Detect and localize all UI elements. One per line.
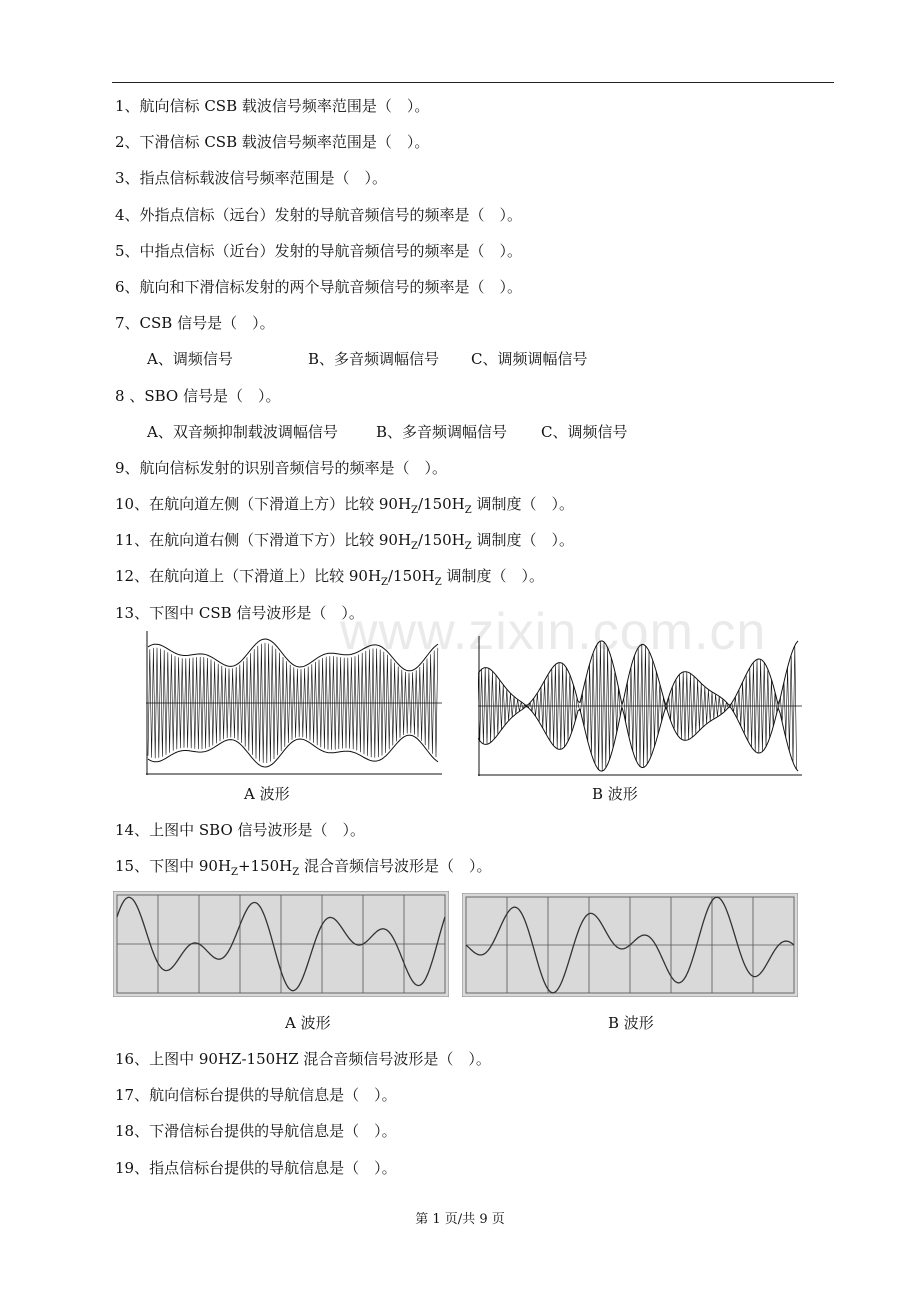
waveform-b-lines <box>478 636 802 776</box>
waveform-a-lines <box>146 631 442 775</box>
audio-b-lines <box>462 893 798 997</box>
question-8: 8 、SBO 信号是（ ）。 <box>115 387 281 405</box>
q7-option-b: B、多音频调幅信号 <box>308 350 440 368</box>
sbo-waveform-b <box>478 636 802 776</box>
q7-option-c: C、调频调幅信号 <box>471 350 588 368</box>
envelope-bottom <box>478 706 798 771</box>
question-9: 9、航向信标发射的识别音频信号的频率是（ ）。 <box>115 459 448 477</box>
csb-waveform-a <box>146 631 442 775</box>
question-11: 11、在航向道右侧（下滑道下方）比较 $90H_Z/150H_Z$ 调制度（ ）。 <box>115 531 574 552</box>
question-17: 17、航向信标台提供的导航信息是（ ）。 <box>115 1086 397 1104</box>
header-rule <box>112 82 834 83</box>
question-13: 13、下图中 CSB 信号波形是（ ）。 <box>115 604 364 622</box>
question-7: 7、CSB 信号是（ ）。 <box>115 314 275 332</box>
question-10: 10、在航向道左侧（下滑道上方）比较 $90H_Z/150H_Z$ 调制度（ ）。 <box>115 495 574 516</box>
question-18: 18、下滑信标台提供的导航信息是（ ）。 <box>115 1122 397 1140</box>
audio-waveform-a <box>113 891 449 997</box>
q8-option-b: B、多音频调幅信号 <box>376 423 508 441</box>
fig1-caption-b: B 波形 <box>592 785 638 803</box>
question-6: 6、航向和下滑信标发射的两个导航音频信号的频率是（ ）。 <box>115 278 523 296</box>
fig2-caption-a: A 波形 <box>285 1014 331 1032</box>
question-3: 3、指点信标载波信号频率范围是（ ）。 <box>115 169 388 187</box>
question-4: 4、外指点信标（远台）发射的导航音频信号的频率是（ ）。 <box>115 206 523 224</box>
q7-option-a: A、调频信号 <box>147 350 233 368</box>
question-5: 5、中指点信标（近台）发射的导航音频信号的频率是（ ）。 <box>115 242 523 260</box>
question-12: 12、在航向道上（下滑道上）比较 $90H_Z/150H_Z$ 调制度（ ）。 <box>115 567 544 588</box>
question-2: 2、下滑信标 CSB 载波信号频率范围是（ ）。 <box>115 133 430 151</box>
question-14: 14、上图中 SBO 信号波形是（ ）。 <box>115 821 366 839</box>
question-16: 16、上图中 90HZ-150HZ 混合音频信号波形是（ ）。 <box>115 1050 491 1068</box>
audio-waveform-b <box>462 893 798 997</box>
q8-option-a: A、双音频抑制载波调幅信号 <box>147 423 338 441</box>
question-1: 1、航向信标 CSB 载波信号频率范围是（ ）。 <box>115 97 430 115</box>
audio-a-lines <box>113 891 449 997</box>
page-footer: 第 1 页/共 9 页 <box>415 1212 505 1227</box>
question-19: 19、指点信标台提供的导航信息是（ ）。 <box>115 1159 397 1177</box>
fig2-caption-b: B 波形 <box>608 1014 654 1032</box>
question-15: 15、下图中 $90H_Z+150H_Z$ 混合音频信号波形是（ ）。 <box>115 857 492 878</box>
watermark: www.zixin.com.cn <box>340 603 767 661</box>
q8-option-c: C、调频信号 <box>541 423 628 441</box>
fig1-caption-a: A 波形 <box>244 785 290 803</box>
